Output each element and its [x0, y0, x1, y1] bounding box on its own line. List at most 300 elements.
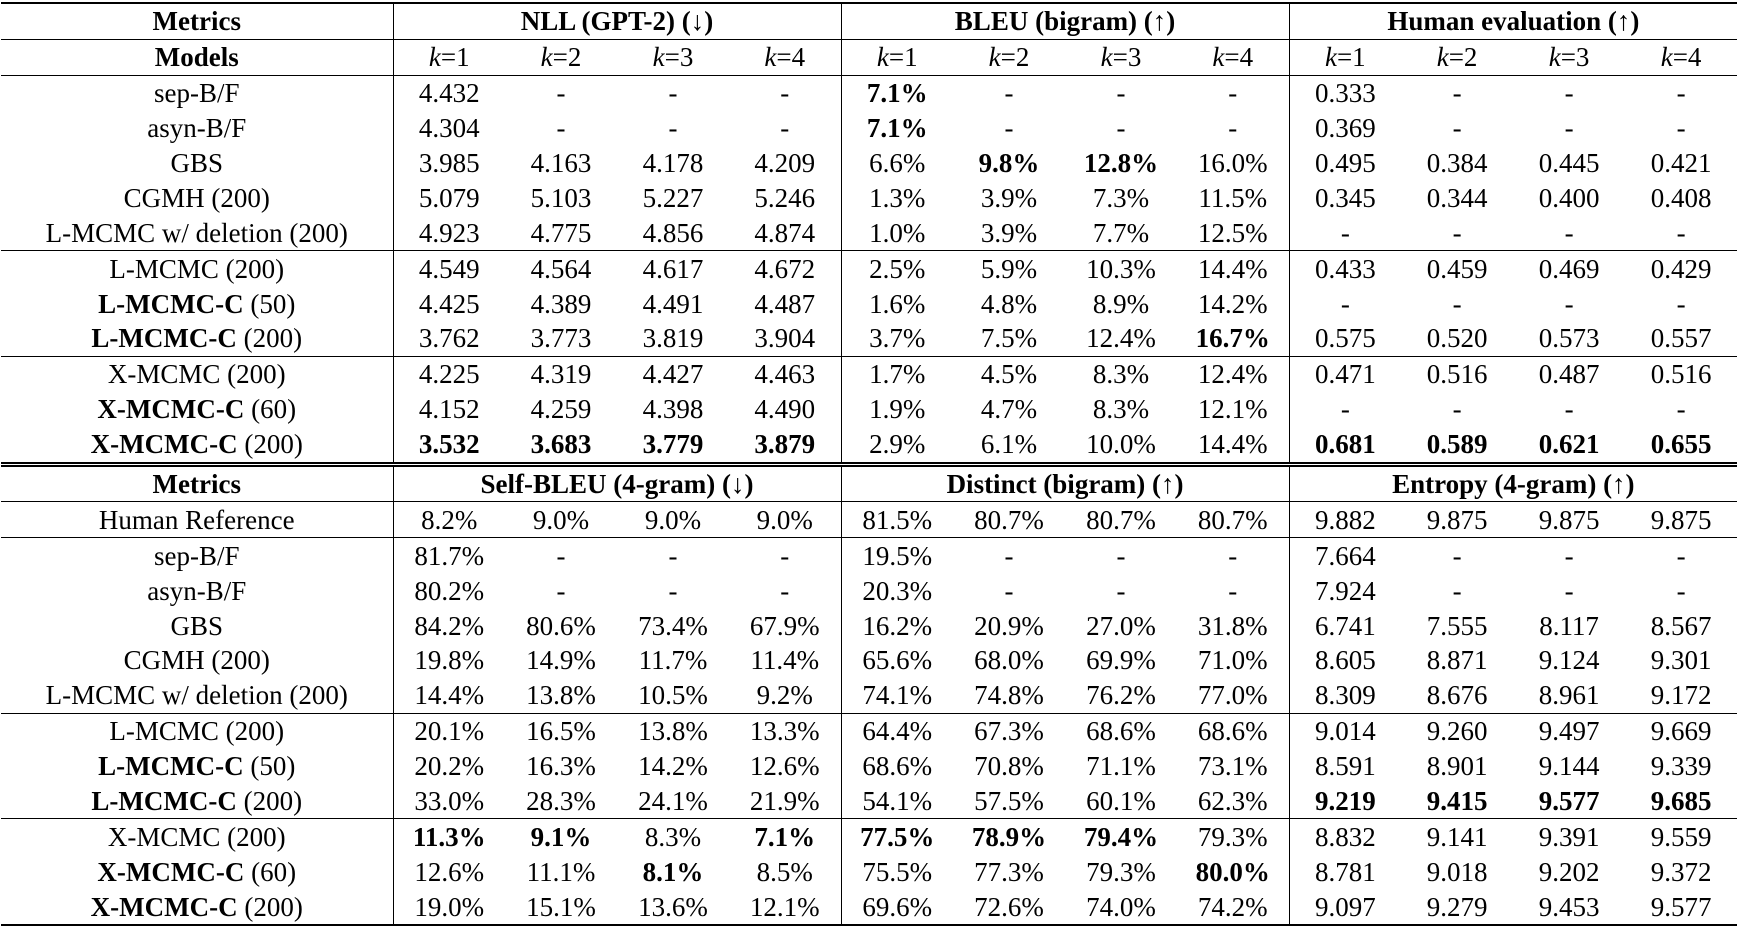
metric-value: - — [1177, 538, 1289, 573]
metric-value: 2.9% — [841, 427, 953, 464]
metric-value: 0.344 — [1426, 182, 1488, 213]
model-name-rest: (200) — [236, 323, 303, 354]
metric-value: 5.227 — [642, 182, 704, 213]
metric-value: 8.117 — [1539, 610, 1599, 641]
table-row — [1, 427, 1737, 464]
metric-value: 13.3% — [729, 713, 841, 748]
model-name-rest: (60) — [244, 394, 297, 425]
metric-value: 71.1% — [1086, 751, 1156, 782]
model-name — [1, 573, 393, 608]
k-symbol: k — [1548, 42, 1561, 73]
metric-value: - — [953, 538, 1065, 573]
metric-value: 1.7% — [841, 356, 953, 391]
metric-value: 4.152 — [393, 392, 505, 427]
k-value: =1 — [440, 42, 470, 73]
metric-value: 1.0% — [841, 215, 953, 250]
model-name — [1, 749, 393, 784]
metric-value: 73.1% — [1197, 751, 1268, 782]
metric-value: 81.5% — [841, 502, 953, 538]
metric-value: 14.4% — [1177, 251, 1289, 286]
k-value: =2 — [1448, 42, 1478, 73]
metric-value: 4.672 — [729, 251, 841, 286]
metric-value: 69.9% — [1086, 645, 1156, 676]
model-name-bold: X-MCMC-C — [90, 429, 238, 460]
metric-value: 5.246 — [754, 182, 816, 213]
metric-value: 9.279 — [1401, 889, 1513, 925]
metric-value: - — [1564, 288, 1574, 319]
metric-value: - — [729, 75, 841, 110]
metric-value: 4.874 — [754, 217, 816, 248]
metric-value: 8.901 — [1426, 751, 1488, 782]
metric-value: 74.0% — [1065, 889, 1177, 925]
results-table-container — [1, 2, 1737, 926]
metric-value: 12.5% — [1197, 217, 1268, 248]
metric-value: 74.8% — [974, 680, 1044, 711]
metric-value: 9.202 — [1538, 856, 1600, 887]
metric-value: 4.319 — [505, 356, 617, 391]
results-table — [1, 2, 1737, 926]
metric-value: 24.1% — [638, 786, 708, 817]
table-row — [1, 180, 1737, 215]
metric-value: - — [1564, 217, 1574, 248]
metric-value: 1.6% — [841, 286, 953, 321]
table-row — [1, 286, 1737, 321]
metric-value: - — [1116, 113, 1126, 144]
model-name — [1, 678, 393, 713]
table-row — [1, 643, 1737, 678]
metric-value: 62.3% — [1197, 786, 1268, 817]
metric-value: 5.079 — [393, 180, 505, 215]
model-name-bold: L-MCMC-C — [91, 786, 237, 817]
metric-group-header: BLEU (bigram) (↑) — [841, 3, 1289, 39]
metric-value: 14.4% — [393, 678, 505, 713]
metric-value: 21.9% — [749, 786, 820, 817]
k-column-header — [1401, 39, 1513, 75]
metric-group-header: Distinct (bigram) (↑) — [841, 464, 1289, 502]
table-row — [1, 749, 1737, 784]
table-row — [1, 111, 1737, 146]
metric-value: 6.1% — [980, 429, 1038, 460]
metric-value: 9.685 — [1650, 786, 1712, 817]
metric-value: 0.433 — [1289, 251, 1401, 286]
metric-value: 80.0% — [1195, 856, 1270, 887]
metric-value: 3.819 — [642, 323, 704, 354]
metric-value: 57.5% — [974, 786, 1044, 817]
model-name — [1, 819, 393, 854]
table-row — [1, 854, 1737, 889]
table-row — [1, 215, 1737, 250]
k-symbol: k — [1100, 42, 1113, 73]
metric-value: - — [780, 575, 790, 606]
metric-value: 70.8% — [974, 751, 1044, 782]
metric-value: - — [1004, 575, 1014, 606]
metric-value: 4.491 — [642, 288, 704, 319]
k-value: =1 — [888, 42, 918, 73]
metric-value: - — [1452, 217, 1462, 248]
metric-value: 77.3% — [974, 856, 1044, 887]
k-column-header — [617, 39, 729, 75]
model-name — [1, 286, 393, 321]
metric-value: 68.6% — [841, 749, 953, 784]
metric-value: 4.209 — [754, 148, 816, 178]
metric-value: 9.301 — [1650, 645, 1712, 676]
metric-value: - — [729, 538, 841, 573]
metric-value: 8.567 — [1650, 610, 1712, 641]
metric-value: 13.8% — [617, 713, 729, 748]
metric-value: 68.0% — [974, 645, 1044, 676]
table-row — [1, 678, 1737, 713]
metric-value: 4.775 — [530, 217, 592, 248]
metric-value: 0.469 — [1513, 251, 1625, 286]
k-column-header — [953, 39, 1065, 75]
metric-value: 9.415 — [1426, 786, 1488, 817]
metric-value: 9.669 — [1625, 713, 1737, 748]
metric-value: 3.9% — [980, 182, 1038, 213]
metric-value: 0.621 — [1538, 429, 1600, 460]
metric-value: 0.333 — [1289, 75, 1401, 110]
metric-value: 71.0% — [1197, 645, 1268, 676]
metric-value: 9.0% — [729, 502, 841, 538]
k-symbol: k — [1436, 42, 1449, 73]
metric-value: 4.178 — [642, 148, 704, 178]
metric-value: 14.9% — [526, 645, 596, 676]
metric-value: 3.7% — [841, 321, 953, 356]
model-name-rest: asyn-B/F — [147, 113, 247, 144]
metric-value: 80.7% — [1177, 502, 1289, 538]
metric-value: 6.741 — [1289, 608, 1401, 643]
table-row — [1, 251, 1737, 286]
metric-value: - — [505, 538, 617, 573]
metric-value: 31.8% — [1197, 610, 1268, 641]
model-name-rest: CGMH (200) — [123, 182, 270, 213]
metric-value: 4.463 — [729, 356, 841, 391]
metric-value: - — [1452, 394, 1462, 425]
k-symbol: k — [988, 42, 1001, 73]
metric-value: 64.4% — [841, 713, 953, 748]
metric-value: - — [780, 113, 790, 144]
metric-value: 28.3% — [526, 786, 596, 817]
metric-value: 76.2% — [1086, 680, 1156, 711]
model-name-rest: CGMH (200) — [123, 645, 270, 676]
metric-value: 68.6% — [1065, 713, 1177, 748]
metric-value: 4.487 — [754, 288, 816, 319]
metric-value: 1.9% — [841, 392, 953, 427]
metric-value: 72.6% — [953, 889, 1065, 925]
metric-value: 9.097 — [1289, 889, 1401, 925]
metric-value: 20.3% — [841, 573, 953, 608]
metric-value: - — [1289, 215, 1401, 250]
metric-value: 84.2% — [393, 608, 505, 643]
model-name-rest: L-MCMC w/ deletion (200) — [45, 217, 348, 248]
metric-value: 11.3% — [393, 819, 505, 854]
metric-value: 9.577 — [1625, 889, 1737, 925]
metric-value: 4.304 — [393, 111, 505, 146]
metric-value: - — [556, 113, 566, 144]
k-symbol: k — [652, 42, 665, 73]
metric-value: 9.141 — [1401, 819, 1513, 854]
metric-value: 8.605 — [1289, 643, 1401, 678]
model-name — [1, 538, 393, 573]
metric-value: 80.7% — [953, 502, 1065, 538]
k-value: =4 — [1672, 42, 1702, 73]
metric-value: 69.6% — [841, 889, 953, 925]
metric-value: 13.6% — [617, 889, 729, 925]
metric-value: 7.924 — [1289, 573, 1401, 608]
metric-value: 8.309 — [1289, 678, 1401, 713]
metric-value: - — [1004, 113, 1014, 144]
metric-value: - — [617, 75, 729, 110]
metric-value: 16.0% — [1197, 148, 1268, 178]
k-value: =4 — [776, 42, 806, 73]
k-header-row — [1, 39, 1737, 75]
metric-value: 3.683 — [530, 429, 592, 460]
metric-value: 0.516 — [1401, 356, 1513, 391]
metric-value: 3.762 — [393, 321, 505, 356]
metric-value: 4.5% — [953, 356, 1065, 391]
metric-group-header: Self-BLEU (4-gram) (↓) — [393, 464, 841, 502]
metric-value: 9.8% — [978, 148, 1040, 178]
model-name — [1, 713, 393, 748]
k-column-header — [1625, 39, 1737, 75]
metric-value: 0.421 — [1650, 148, 1712, 178]
metric-value: - — [1513, 538, 1625, 573]
model-name-rest: (50) — [243, 288, 296, 319]
metric-value: 0.471 — [1289, 356, 1401, 391]
metric-value: 4.425 — [393, 286, 505, 321]
model-name-rest: (200) — [237, 429, 303, 460]
metric-value: 1.3% — [841, 180, 953, 215]
metric-value: 3.879 — [754, 429, 816, 460]
metric-value: 9.260 — [1401, 713, 1513, 748]
metric-value: 14.2% — [1197, 288, 1268, 319]
metric-value: 9.875 — [1401, 502, 1513, 538]
metric-value: 8.1% — [642, 856, 704, 887]
metric-value: - — [1289, 392, 1401, 427]
k-value: =2 — [552, 42, 582, 73]
model-name-rest: GBS — [170, 610, 224, 641]
metric-value: 12.4% — [1086, 323, 1156, 354]
metric-value: 81.7% — [393, 538, 505, 573]
metric-value: 12.6% — [749, 751, 820, 782]
metric-value: 2.5% — [841, 251, 953, 286]
metric-value: - — [1625, 75, 1737, 110]
metric-value: 0.429 — [1625, 251, 1737, 286]
table-row — [1, 75, 1737, 110]
metrics-header-row — [1, 464, 1737, 502]
metric-value: - — [1676, 288, 1686, 319]
metric-value: 8.591 — [1289, 749, 1401, 784]
metric-value: 0.520 — [1426, 323, 1488, 354]
k-column-header — [1177, 39, 1289, 75]
metric-value: 4.225 — [393, 356, 505, 391]
metric-value: 68.6% — [1177, 713, 1289, 748]
metric-value: 79.3% — [1177, 819, 1289, 854]
table-row — [1, 713, 1737, 748]
metric-value: 11.7% — [638, 645, 708, 676]
metric-value: - — [1676, 575, 1686, 606]
metric-value: 15.1% — [505, 889, 617, 925]
model-name — [1, 643, 393, 678]
metric-value: 9.882 — [1289, 502, 1401, 538]
metric-value: 9.124 — [1538, 645, 1600, 676]
k-value: =2 — [1000, 42, 1030, 73]
metric-value: 9.875 — [1513, 502, 1625, 538]
metric-value: 19.8% — [393, 643, 505, 678]
metric-value: 16.3% — [526, 751, 596, 782]
metric-value: 4.8% — [980, 288, 1038, 319]
k-symbol: k — [428, 42, 441, 73]
metric-value: 20.9% — [974, 610, 1044, 641]
model-name-rest: L-MCMC (200) — [109, 716, 285, 747]
metric-value: 8.781 — [1289, 854, 1401, 889]
metric-value: 4.856 — [642, 217, 704, 248]
metric-value: - — [1065, 538, 1177, 573]
metric-group-header: Entropy (4-gram) (↑) — [1289, 464, 1737, 502]
metric-value: 0.575 — [1289, 321, 1401, 356]
metric-value: 80.7% — [1065, 502, 1177, 538]
metric-value: 74.1% — [841, 678, 953, 713]
metric-value: - — [1228, 113, 1238, 144]
metric-value: 8.3% — [617, 819, 729, 854]
metric-value: 7.5% — [980, 323, 1038, 354]
model-name-rest: (200) — [237, 891, 303, 922]
metric-value: 8.3% — [1092, 394, 1150, 425]
k-value: =4 — [1224, 42, 1254, 73]
k-column-header — [1065, 39, 1177, 75]
metric-value: 12.4% — [1177, 356, 1289, 391]
model-name — [1, 356, 393, 391]
metric-value: 5.103 — [530, 182, 592, 213]
models-label: Models — [1, 39, 393, 75]
metric-value: 9.219 — [1289, 784, 1401, 819]
metric-value: 54.1% — [841, 784, 953, 819]
metric-value: 78.9% — [953, 819, 1065, 854]
metric-value: 9.577 — [1538, 786, 1600, 817]
metric-value: 4.432 — [393, 75, 505, 110]
metric-value: 4.427 — [617, 356, 729, 391]
metric-value: 11.1% — [526, 856, 596, 887]
metric-value: 0.408 — [1650, 182, 1712, 213]
metric-value: 75.5% — [841, 854, 953, 889]
metric-value: - — [505, 75, 617, 110]
metric-value: 0.557 — [1650, 323, 1712, 354]
metric-value: 9.0% — [617, 502, 729, 538]
model-name — [1, 321, 393, 356]
metric-value: 9.1% — [505, 819, 617, 854]
metric-value: 20.1% — [393, 713, 505, 748]
model-name — [1, 854, 393, 889]
metric-value: 8.3% — [1065, 356, 1177, 391]
model-name-bold: X-MCMC-C — [97, 394, 245, 425]
model-name: Human Reference — [1, 502, 393, 538]
metric-value: 0.573 — [1538, 323, 1600, 354]
metric-value: 16.2% — [841, 608, 953, 643]
model-name-rest: asyn-B/F — [147, 575, 247, 606]
metric-value: 79.3% — [1086, 856, 1156, 887]
metric-value: 4.259 — [530, 394, 592, 425]
k-symbol: k — [1212, 42, 1225, 73]
metric-value: - — [1625, 538, 1737, 573]
metric-value: 11.5% — [1198, 182, 1268, 213]
metric-value: 4.564 — [505, 251, 617, 286]
model-name-rest: (60) — [244, 856, 297, 887]
model-name-rest: sep-B/F — [153, 540, 240, 571]
model-name-rest: X-MCMC (200) — [107, 359, 286, 390]
metric-value: 0.400 — [1538, 182, 1600, 213]
metric-value: 7.1% — [729, 819, 841, 854]
metric-value: 10.0% — [1086, 429, 1156, 460]
table-row — [1, 356, 1737, 391]
metric-value: - — [1564, 394, 1574, 425]
model-name — [1, 784, 393, 819]
model-name-bold: X-MCMC-C — [90, 891, 238, 922]
k-symbol: k — [540, 42, 553, 73]
metric-value: - — [1289, 286, 1401, 321]
metric-value: 8.832 — [1289, 819, 1401, 854]
metric-value: 7.1% — [841, 111, 953, 146]
metric-value: - — [1513, 75, 1625, 110]
metrics-label: Metrics — [1, 3, 393, 39]
metric-value: 20.2% — [393, 749, 505, 784]
metric-group-header: NLL (GPT-2) (↓) — [393, 3, 841, 39]
metric-value: 19.0% — [393, 889, 505, 925]
table-row — [1, 784, 1737, 819]
metric-value: 16.7% — [1195, 323, 1270, 354]
metric-value: 10.3% — [1065, 251, 1177, 286]
metric-value: 74.2% — [1177, 889, 1289, 925]
model-name-rest: (200) — [236, 786, 303, 817]
model-name-rest: (50) — [243, 751, 296, 782]
metric-value: 4.923 — [393, 215, 505, 250]
model-name-bold: X-MCMC-C — [97, 856, 245, 887]
k-value: =3 — [664, 42, 694, 73]
metric-value: 0.655 — [1650, 429, 1712, 460]
metric-value: 9.014 — [1289, 713, 1401, 748]
metric-value: 0.459 — [1401, 251, 1513, 286]
metric-value: 3.773 — [530, 323, 592, 354]
k-value: =1 — [1336, 42, 1366, 73]
model-name — [1, 111, 393, 146]
metric-value: 8.961 — [1538, 680, 1600, 711]
metric-value: 80.6% — [526, 610, 596, 641]
metric-value: - — [1401, 538, 1513, 573]
model-name — [1, 392, 393, 427]
k-symbol: k — [876, 42, 889, 73]
metric-value: 9.453 — [1513, 889, 1625, 925]
metric-value: 3.532 — [393, 427, 505, 464]
metric-value: 8.676 — [1426, 680, 1488, 711]
metric-value: 7.7% — [1092, 217, 1150, 248]
metric-value: 9.172 — [1650, 680, 1712, 711]
metric-value: 77.5% — [841, 819, 953, 854]
table-row — [1, 889, 1737, 925]
metric-value: 4.163 — [530, 148, 592, 178]
metric-value: 3.9% — [980, 217, 1038, 248]
metrics-label: Metrics — [1, 464, 393, 502]
metric-group-header: Human evaluation (↑) — [1289, 3, 1737, 39]
metric-value: 3.904 — [754, 323, 816, 354]
metric-value: 8.2% — [393, 502, 505, 538]
k-value: =3 — [1112, 42, 1142, 73]
k-symbol: k — [1660, 42, 1673, 73]
metric-value: 65.6% — [841, 643, 953, 678]
metric-value: 79.4% — [1065, 819, 1177, 854]
metric-value: - — [1452, 113, 1462, 144]
model-name-bold: L-MCMC-C — [98, 288, 244, 319]
k-value: =3 — [1560, 42, 1590, 73]
metric-value: 12.8% — [1083, 148, 1159, 178]
metric-value: 0.384 — [1426, 148, 1488, 178]
